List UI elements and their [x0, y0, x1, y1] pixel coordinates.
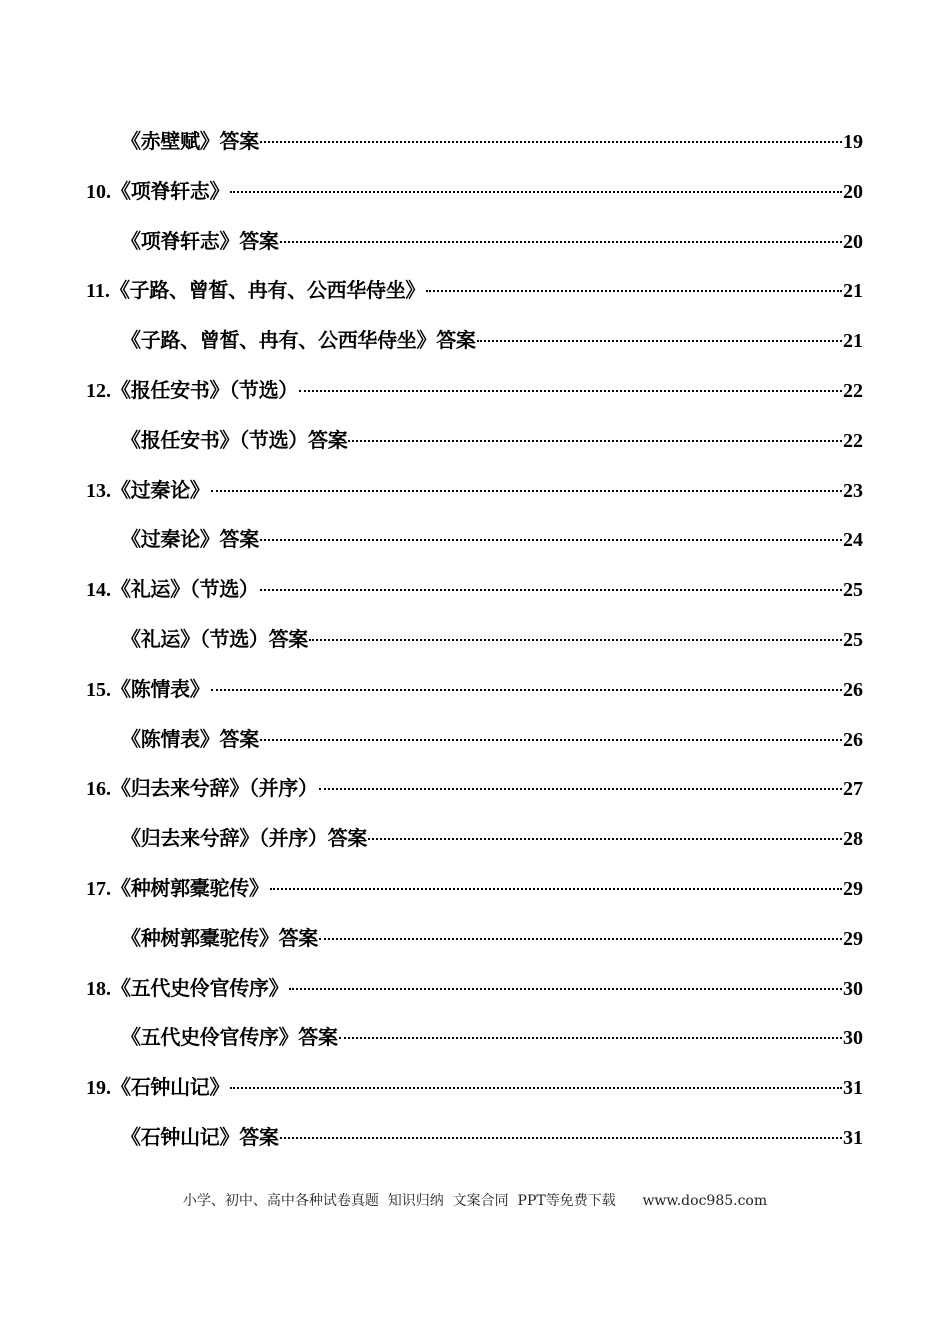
toc-entry-title: 《报任安书》（节选） — [111, 377, 298, 402]
toc-subentry[interactable] — [121, 316, 863, 366]
toc-page-number: 22 — [843, 429, 863, 452]
toc-page-number: 30 — [843, 1027, 863, 1050]
toc-page-number: 31 — [843, 1077, 863, 1100]
toc-entry-title: 《陈情表》 — [111, 676, 210, 701]
toc-entry-number: 15. — [86, 678, 111, 701]
toc-entry-number: 12. — [86, 379, 111, 402]
toc-dot-leader — [309, 639, 842, 641]
toc-dot-leader — [230, 191, 842, 193]
toc-dot-leader — [260, 739, 842, 741]
toc-subentry[interactable] — [121, 117, 863, 167]
toc-entry-title: 《报任安书》（节选）答案 — [121, 427, 348, 452]
toc-entry-title: 《归去来兮辞》（并序）答案 — [121, 826, 368, 851]
toc-subentry[interactable] — [121, 615, 863, 665]
toc-entry-title: 《项脊轩志》答案 — [121, 228, 279, 253]
toc-page-number: 26 — [843, 678, 863, 701]
toc-page-number: 21 — [843, 330, 863, 353]
toc-dot-leader — [348, 440, 842, 442]
toc-subentry[interactable] — [121, 1013, 863, 1063]
toc-entry-title: 《子路、曾皙、冉有、公西华侍坐》答案 — [121, 328, 476, 353]
toc-entry-number: 18. — [86, 977, 111, 1000]
toc-dot-leader — [280, 241, 842, 243]
toc-subentry[interactable] — [121, 416, 863, 466]
toc-entry-title: 《赤壁赋》答案 — [121, 129, 259, 153]
toc-entry[interactable] — [86, 665, 863, 715]
toc-dot-leader — [319, 788, 842, 790]
toc-entry[interactable] — [86, 1063, 863, 1113]
toc-page-number: 24 — [843, 529, 863, 552]
toc-page-number: 25 — [843, 579, 863, 602]
toc-entry-title: 《归去来兮辞》（并序） — [111, 776, 318, 801]
table-of-contents — [0, 117, 950, 1163]
toc-entry[interactable] — [86, 565, 863, 615]
toc-entry-number: 11. — [86, 280, 110, 303]
toc-page-number: 20 — [843, 180, 863, 203]
toc-page-number: 30 — [843, 977, 863, 1000]
toc-entry-title: 《种树郭橐驼传》答案 — [121, 925, 318, 950]
toc-dot-leader — [299, 390, 842, 392]
toc-entry-title: 《五代史伶官传序》 — [111, 975, 289, 1000]
toc-page-number: 27 — [843, 778, 863, 801]
toc-page-number: 22 — [843, 379, 863, 402]
toc-entry-number: 10. — [86, 180, 111, 203]
toc-entry-title: 《礼运》（节选） — [111, 577, 259, 602]
toc-entry[interactable] — [86, 764, 863, 814]
toc-entry-number: 16. — [86, 778, 111, 801]
toc-dot-leader — [260, 539, 842, 541]
toc-subentry[interactable] — [121, 217, 863, 267]
toc-dot-leader — [426, 290, 842, 292]
toc-dot-leader — [319, 938, 842, 940]
toc-dot-leader — [211, 490, 843, 492]
toc-subentry[interactable] — [121, 715, 863, 765]
toc-subentry[interactable] — [121, 1113, 863, 1163]
toc-dot-leader — [368, 838, 842, 840]
toc-page-number: 29 — [843, 877, 863, 900]
toc-dot-leader — [477, 340, 842, 342]
toc-entry-number: 17. — [86, 877, 111, 900]
toc-entry-number: 19. — [86, 1077, 111, 1100]
toc-dot-leader — [211, 689, 843, 691]
toc-entry-title: 《过秦论》 — [111, 477, 210, 502]
toc-entry[interactable] — [86, 366, 863, 416]
toc-entry[interactable] — [86, 864, 863, 914]
toc-page-number: 31 — [843, 1126, 863, 1149]
toc-entry-title: 《子路、曾皙、冉有、公西华侍坐》 — [109, 278, 426, 303]
toc-subentry[interactable] — [121, 515, 863, 565]
toc-page-number: 19 — [843, 131, 863, 153]
toc-subentry[interactable] — [121, 914, 863, 964]
toc-page-number: 23 — [843, 479, 863, 502]
toc-dot-leader — [270, 888, 842, 890]
toc-entry[interactable] — [86, 266, 863, 316]
page-footer: 小学、初中、高中各种试卷真题 知识归纳 文案合同 PPT等免费下载 www.doc985.com — [182, 1193, 768, 1209]
toc-page-number: 29 — [843, 927, 863, 950]
toc-dot-leader — [280, 1137, 842, 1139]
toc-page-number: 20 — [843, 230, 863, 253]
toc-entry-title: 《礼运》（节选）答案 — [121, 626, 308, 651]
toc-entry-number: 14. — [86, 579, 111, 602]
toc-page-number: 26 — [843, 728, 863, 751]
toc-entry-title: 《石钟山记》 — [111, 1075, 230, 1100]
toc-entry-title: 《陈情表》答案 — [121, 726, 259, 751]
toc-entry[interactable] — [86, 964, 863, 1014]
toc-entry-title: 《石钟山记》答案 — [121, 1124, 279, 1149]
toc-entry-title: 《过秦论》答案 — [121, 527, 259, 552]
toc-dot-leader — [260, 589, 842, 591]
toc-dot-leader — [230, 1087, 842, 1089]
toc-dot-leader — [260, 141, 842, 143]
toc-subentry[interactable] — [121, 814, 863, 864]
toc-page-number: 25 — [843, 628, 863, 651]
toc-page-number: 21 — [843, 280, 863, 303]
toc-entry[interactable] — [86, 466, 863, 516]
toc-entry-title: 《项脊轩志》 — [111, 178, 230, 203]
toc-entry[interactable] — [86, 167, 863, 217]
toc-dot-leader — [339, 1037, 842, 1039]
toc-entry-number: 13. — [86, 479, 111, 502]
toc-dot-leader — [289, 988, 842, 990]
toc-page-number: 28 — [843, 828, 863, 851]
toc-entry-title: 《种树郭橐驼传》 — [111, 875, 269, 900]
toc-entry-title: 《五代史伶官传序》答案 — [121, 1025, 338, 1050]
